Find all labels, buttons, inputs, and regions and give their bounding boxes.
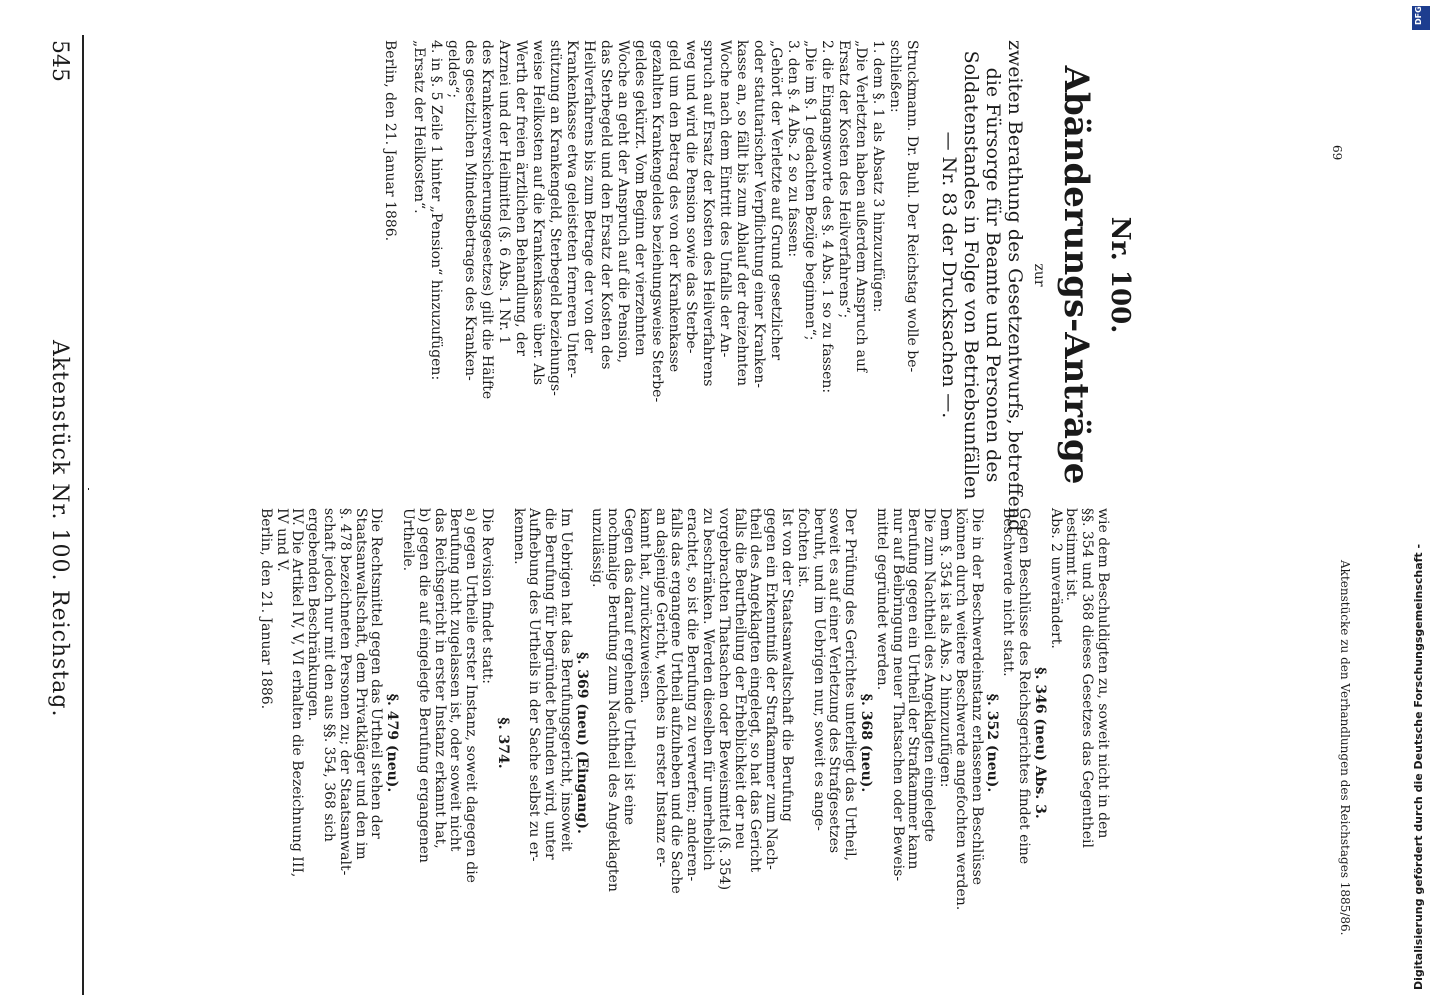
left-column-line: nur auf Beibringung neuer Thatsachen oder Beweis- xyxy=(889,508,906,882)
left-column-line: a) gegen Urtheile erster Instanz, soweit dagegen die xyxy=(463,508,480,883)
right-column-line: 3. den §. 4 Abs. 2 so zu fassen: xyxy=(785,40,801,258)
digitization-note: Digitalisierung gefördert durch die Deutsche Forschungsgemeinschaft - xyxy=(1412,543,1425,990)
right-column-line: 1. dem §. 1 als Absatz 3 hinzuzufügen: xyxy=(870,40,886,313)
right-column-line: zweiten Berathung des Gesetzentwurfs, betreffend xyxy=(1004,40,1026,532)
right-column-line: Heilverfahrens bis zum Betrage der von der xyxy=(581,40,597,353)
dfg-logo: DFG xyxy=(1412,6,1430,30)
left-column-line: Gegen Beschlüsse des Reichsgerichtes findet eine xyxy=(1016,508,1033,865)
right-column-line: 4. in §. 5 Zeile 1 hinter „Pension“ hinzuzufügen: xyxy=(428,40,444,381)
left-column-line: IV. Die Artikel IV, V, VI erhalten die Bezeichnung III, xyxy=(289,508,306,878)
left-column-line: ergebenden Beschränkungen. xyxy=(305,508,322,722)
right-column-line: oder statutarischer Verpflichtung einer Kranken- xyxy=(751,40,767,388)
left-column-line: Staatsanwaltschaft, dem Privatkläger und den im xyxy=(352,508,369,860)
left-column-line: die Berufung für begründet befunden wird, unter xyxy=(542,508,559,860)
right-column-line: weise Heilkosten auf die Krankenkasse über. Als xyxy=(530,40,546,386)
left-column-line: wie dem Beschuldigten zu, soweit nicht in den xyxy=(1095,508,1111,839)
left-column-line: §. 369 (neu) (Eingang). xyxy=(573,652,590,834)
left-column-line: §. 479 (neu). xyxy=(384,693,401,793)
column-separator xyxy=(88,488,89,490)
right-column-line: „Die Verletzten haben außerdem Anspruch auf xyxy=(853,40,869,373)
right-column-line: „Die im §. 1 gedachten Bezüge beginnen“; xyxy=(802,40,818,341)
left-column-line: Gegen das darauf ergehende Urtheil ist eine xyxy=(621,508,638,825)
header-rule xyxy=(82,35,84,995)
left-column-line: das Reichsgericht in erster Instanz erkannt hat, xyxy=(431,508,448,849)
left-column-line: falls die Beurtheilung der Erheblichkeit der neu xyxy=(731,508,748,850)
right-column-line: weg und wird die Pension sowie das Sterbe- xyxy=(683,40,699,354)
right-column-line: Woche nach dem Eintritt des Unfalls der An- xyxy=(717,40,733,358)
left-column-line: Im Uebrigen hat das Berufungsgericht, insoweit xyxy=(557,508,574,852)
right-column-line: Ersatz der Kosten des Heilverfahrens“; xyxy=(836,40,852,319)
right-column xyxy=(381,40,1140,532)
left-column-line: Die zum Nachtheil des Angeklagten eingelegte xyxy=(921,508,938,842)
left-column-line: theil des Angeklagten eingelegt, so hat das Gericht xyxy=(747,508,764,873)
left-column-line: an dasjenige Gericht, welches in erster Instanz er- xyxy=(652,508,669,868)
left-column-line: Die Revision findet statt: xyxy=(478,508,495,685)
right-column-line: 2. die Eingangsworte des §. 4 Abs. 1 so zu fassen: xyxy=(819,40,835,394)
left-column-line: kannt hat, zurückzuweisen. xyxy=(636,508,653,704)
left-column xyxy=(257,508,1110,978)
right-column-line: Abänderungs-Anträge xyxy=(1056,65,1096,485)
left-column-line: §. 368 (neu). xyxy=(858,693,875,793)
right-column-line: — Nr. 83 der Drucksachen —. xyxy=(938,131,960,419)
left-column-line: Berufung nicht zugelassen ist, oder soweit nicht xyxy=(447,508,464,852)
signature-mark: 69 xyxy=(1330,145,1344,161)
left-column-line: unzulässig. xyxy=(589,508,606,588)
right-column-line: geldes“; xyxy=(445,40,461,99)
right-column-line: Krankenkasse etwa geleisteten ferneren Unter- xyxy=(564,40,580,378)
left-column-line: zu beschränken. Werden dieselben für unerheblich xyxy=(700,508,717,871)
left-column-line: mittel gegründet werden. xyxy=(873,508,890,691)
left-column-line: Beschwerde nicht statt. xyxy=(1000,508,1017,677)
right-column-line: Nr. 100. xyxy=(1105,216,1135,334)
right-column-line: geldes gekürzt. Vom Beginn der vierzehnten xyxy=(632,40,648,356)
right-column-line: spruch auf Ersatz der Kosten des Heilverfahrens xyxy=(700,40,716,387)
right-column-line: des Krankenversicherungsgesetzes) gilt die Hälfte xyxy=(479,40,495,400)
right-column-line: gezahlten Krankengeldes beziehungsweise Sterbe- xyxy=(649,40,665,403)
left-column-line: gegen ein Erkenntniß der Strafkammer zum Nach- xyxy=(763,508,780,870)
left-column-line: fochten ist. xyxy=(794,508,811,588)
left-column-line: Abs. 2 unverändert. xyxy=(1047,508,1064,649)
right-column-line: Berlin, den 21. Januar 1886. xyxy=(382,40,398,242)
page-number: 545 xyxy=(47,40,72,82)
right-column-line: Arznei und der Heilmittel (§. 6 Abs. 1 Nr. 1 xyxy=(496,40,512,345)
left-column-line: Der Prüfung des Gerichtes unterliegt das Urtheil, xyxy=(842,508,859,862)
left-column-line: Die Rechtsmittel gegen das Urtheil stehen der xyxy=(368,508,385,839)
left-column-line: IV und V. xyxy=(273,508,290,572)
left-column-line: kennen. xyxy=(510,508,527,565)
left-column-line: erachtet, so ist die Berufung zu verwerfen; anderen- xyxy=(684,508,701,882)
left-column-line: §. 374. xyxy=(494,717,511,769)
header-left: Reichstag. xyxy=(47,590,72,718)
footer-note: Aktenstücke zu den Verhandlungen des Reichstages 1885/86. xyxy=(1338,560,1352,936)
left-column-line: Die in der Beschwerdeinstanz erlassenen Beschlüsse xyxy=(968,508,985,886)
right-column-line: „Ersatz der Heilkosten“. xyxy=(411,40,427,214)
left-column-line: Berlin, den 21. Januar 1886. xyxy=(257,508,274,710)
right-column-line: Werth der freien ärztlichen Behandlung, der xyxy=(513,40,529,356)
left-column-line: §§. 354 und 368 dieses Gesetzes das Gegentheil xyxy=(1079,508,1096,848)
left-column-line: soweit es auf einer Verletzung des Strafgesetzes xyxy=(826,508,843,854)
right-column-line: schließen: xyxy=(887,40,903,113)
left-column-line: falls das ergangene Urtheil aufzuheben und die Sache xyxy=(668,508,685,894)
left-column-line: Urtheile. xyxy=(399,508,416,572)
left-column-line: schaft jedoch nur mit den aus §§. 354, 368 sich xyxy=(320,508,337,842)
left-column-line: §. 478 bezeichneten Personen zu; der Staatsanwalt- xyxy=(336,508,353,876)
right-column-line: „Gehört der Verletzte auf Grund gesetzlicher xyxy=(768,40,784,361)
right-column-line: kasse an, so fällt bis zum Ablauf der dreizehnten xyxy=(734,40,750,386)
left-column-line: §. 352 (neu). xyxy=(984,693,1001,793)
left-column-line: nochmalige Berufung zum Nachtheil des Angeklagten xyxy=(605,508,622,892)
right-column-line: das Sterbegeld und den Ersatz der Kosten des xyxy=(598,40,614,370)
left-column-line: Berufung gegen ein Urtheil der Strafkammer kann xyxy=(905,508,922,870)
left-column-line: vorgebrachten Thatsachen oder Beweismittel (§. 354) xyxy=(715,508,732,891)
right-column-line: Struckmann. Dr. Buhl. Der Reichstag wolle be- xyxy=(904,40,920,373)
left-column-line: bestimmt ist. xyxy=(1063,508,1080,601)
right-column-line: des gesetzlichen Mindestbetrages des Kranken- xyxy=(462,40,478,381)
left-column-line: Dem §. 354 ist als Abs. 2 hinzuzufügen: xyxy=(937,508,954,788)
left-column-line: können durch weitere Beschwerde angefochten werden. xyxy=(952,508,969,911)
left-column-line: beruht, und im Uebrigen nur, soweit es ange- xyxy=(810,508,827,831)
right-column-line: Woche an geht der Anspruch auf die Pension, xyxy=(615,40,631,364)
right-column-line: geld um den Betrag des von der Krankenkasse xyxy=(666,40,682,373)
left-column-line: b) gegen die auf eingelegte Berufung ergangenen xyxy=(415,508,432,863)
left-column-line: Aufhebung des Urtheils in der Sache selbst zu er- xyxy=(526,508,543,862)
right-column-line: stützung an Krankengeld, Sterbegeld beziehungs- xyxy=(547,40,563,396)
right-column-line: Soldatenstandes in Folge von Betriebsunfällen xyxy=(960,50,982,500)
right-column-line: zur xyxy=(1031,263,1047,287)
left-column-line: §. 346 (neu) Abs. 3. xyxy=(1031,667,1048,819)
header-center: Aktenstück Nr. 100. xyxy=(47,340,72,582)
right-column-line: die Fürsorge für Beamte und Personen des xyxy=(982,67,1004,483)
left-column-line: Ist von der Staatsanwaltschaft die Berufung xyxy=(779,508,796,822)
